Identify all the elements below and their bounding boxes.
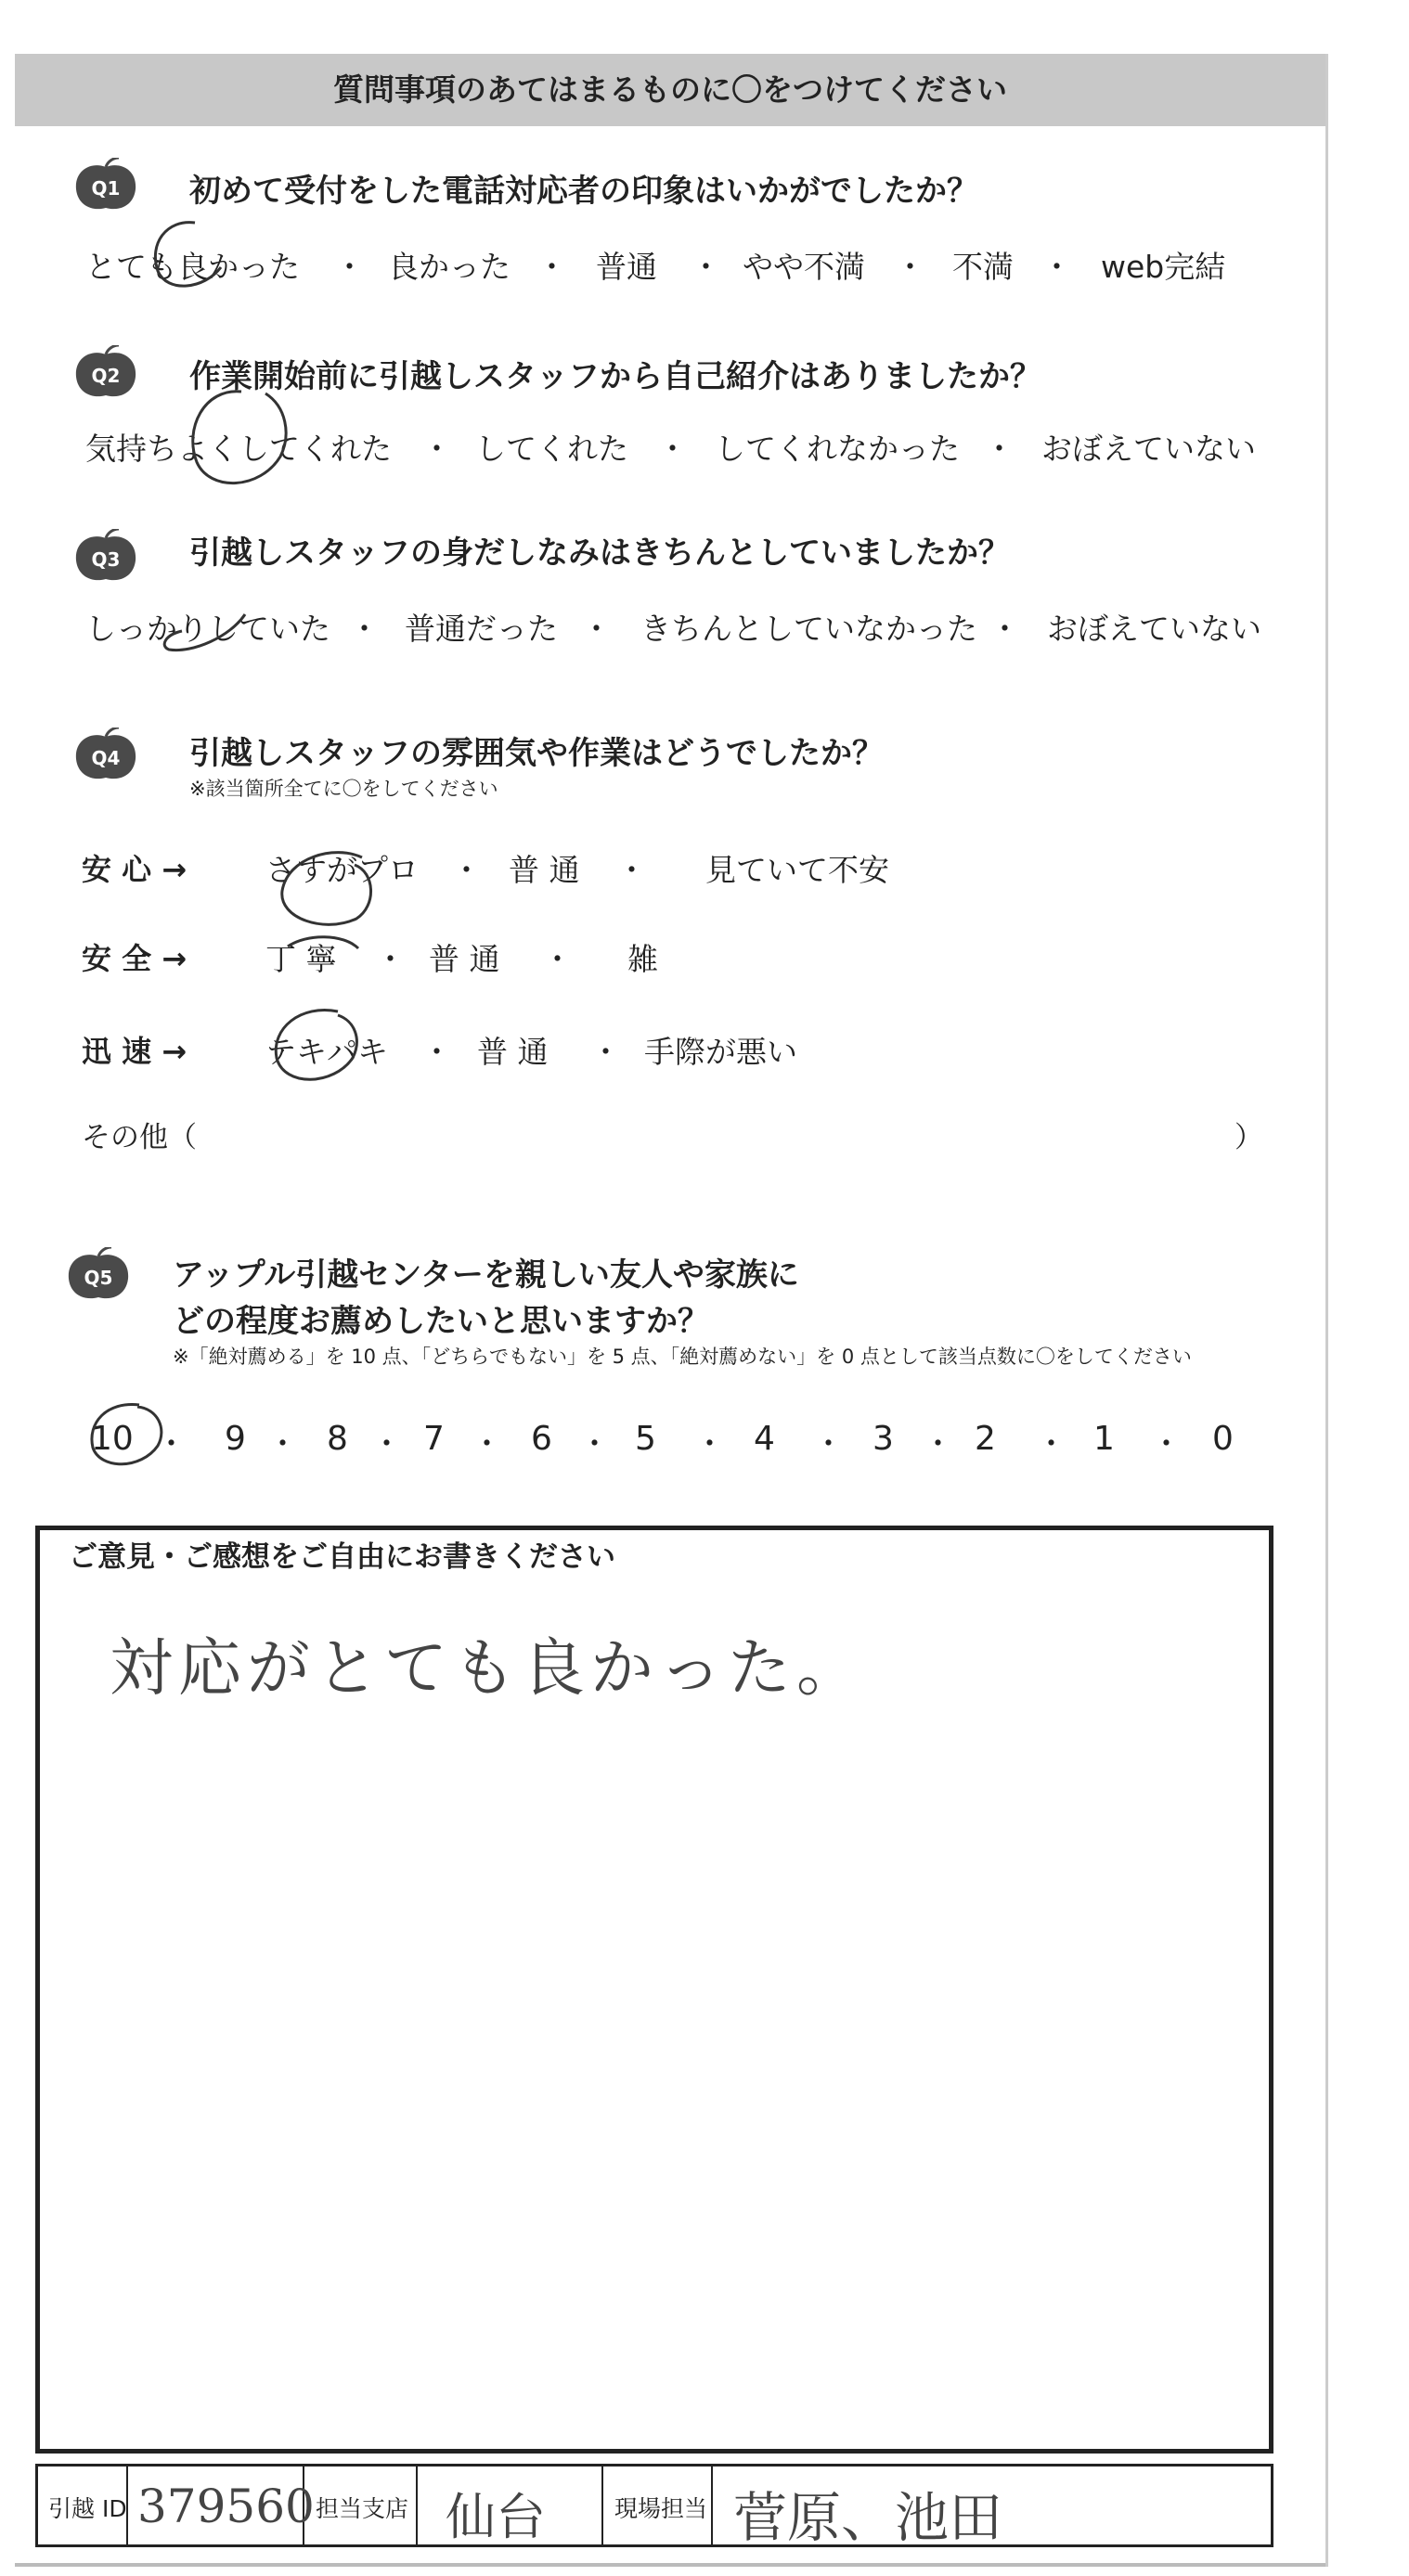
comment-handwritten-text: 対応がとても良かった。 [110,1632,866,1706]
q4-label-jinsoku: 迅 速 → [82,1034,187,1069]
q4-anshin-option-pro[interactable]: さすがプロ [265,852,419,888]
q4-anzen-option-sloppy[interactable]: 雑 [627,941,658,977]
q5-note: ※「絶対薦める」を 10 点、「どちらでもない」を 5 点、「絶対薦めない」を 0 点として該当点数に〇をしてください [173,1346,1192,1368]
q4-label-anzen: 安 全 → [82,941,187,976]
q5-score-2[interactable]: 2 [975,1420,996,1458]
q4-hand-circle-mark-jinsoku [264,1002,366,1095]
q3-badge-label: Q3 [91,548,121,571]
q4-other-label: その他（ [82,1121,197,1154]
q4-note: ※該当箇所全てに〇をしてください [189,778,498,800]
q3-option-dont-remember[interactable]: おぼえていない [1047,611,1261,647]
q4-anshin-option-normal[interactable]: 普 通 [509,852,580,888]
q1-option-unsatisfied[interactable]: 不満 [952,249,1014,285]
q4-hand-circle-mark-anshin-anzen [269,844,390,984]
q5-score-8[interactable]: 8 [327,1420,348,1458]
q2-option-did-not[interactable]: してくれなかった [715,431,960,467]
q2-question: 作業開始前に引越しスタッフから自己紹介はありましたか？ [189,358,1041,395]
q1-question: 初めて受付をした電話対応者の印象はいかがでしたか？ [189,173,978,210]
q5-score-6[interactable]: 6 [531,1420,552,1458]
footer-staff-label: 現場担当 [614,2495,708,2522]
q1-badge-icon [72,158,139,213]
q5-score-0[interactable]: 0 [1212,1420,1234,1458]
footer-branch-label: 担当支店 [316,2495,409,2522]
q4-question: 引越しスタッフの雰囲気や作業はどうでしたか？ [189,735,884,772]
q4-other-close: ） [1234,1121,1263,1154]
q5-score-10[interactable]: 10 [91,1420,134,1458]
q4-anzen-option-careful[interactable]: 丁 寧 [265,941,337,977]
q2-badge-icon [72,345,139,401]
q3-option-neat[interactable]: しっかりしていた [85,611,330,647]
q5-question-line2: どの程度お薦めしたいと思いますか？ [173,1303,709,1340]
footer-staff-value: 菅原、池田 [733,2486,1003,2549]
q5-score-1[interactable]: 1 [1093,1420,1115,1458]
q5-badge-icon [65,1247,132,1303]
q4-badge-icon [72,728,139,783]
page-right-border [1325,54,1328,2567]
q3-hand-circle-mark [156,609,258,664]
q2-option-did[interactable]: してくれた [475,431,628,467]
q1-hand-circle-mark [139,215,232,299]
q4-anshin-option-uneasy[interactable]: 見ていて不安 [705,852,889,888]
q4-anzen-option-normal[interactable]: 普 通 [429,941,500,977]
q5-score-9[interactable]: 9 [225,1420,246,1458]
q4-label-anshin: 安 心 → [82,852,187,887]
q2-option-pleasant[interactable]: 気持ちよくしてくれた [85,431,392,467]
q2-hand-circle-mark [176,382,297,499]
q5-question-line1: アップル引越センターを親しい友人や家族に [173,1256,799,1294]
footer-branch-value: 仙台 [446,2488,546,2546]
q1-option-good[interactable]: 良かった [388,249,511,285]
q3-badge-icon [72,529,139,585]
footer-id-label: 引越 ID [48,2495,127,2522]
q3-option-normal[interactable]: 普通だった [405,611,558,647]
footer-id-value: 379560 [137,2479,315,2533]
page-title: 質問事項のあてはまるものに〇をつけてください [333,71,1007,108]
q3-option-not-neat[interactable]: きちんとしていなかった [640,611,977,647]
q5-score-5[interactable]: 5 [635,1420,656,1458]
page-bottom-border [15,2563,1325,2567]
q4-jinsoku-option-quick[interactable]: テキパキ [265,1034,388,1070]
q1-option-very-good[interactable]: とても良かった [85,249,300,285]
q1-option-normal[interactable]: 普通 [596,249,657,285]
q5-score-4[interactable]: 4 [754,1420,775,1458]
q5-badge-label: Q5 [84,1267,113,1289]
q1-option-slightly-unsatisfied[interactable]: やや不満 [743,249,865,285]
q5-score-7[interactable]: 7 [423,1420,445,1458]
comment-label: ご意見・ご感想をご自由にお書きください [69,1540,615,1574]
q3-question: 引越しスタッフの身だしなみはきちんとしていましたか？ [189,535,1010,572]
q1-option-web[interactable]: web完結 [1101,249,1226,285]
q5-hand-circle-mark [84,1399,167,1474]
q4-other-input[interactable] [213,1114,1225,1151]
q4-jinsoku-option-normal[interactable]: 普 通 [477,1034,549,1070]
q5-score-3[interactable]: 3 [873,1420,894,1458]
q2-option-dont-remember[interactable]: おぼえていない [1041,431,1256,467]
q4-badge-label: Q4 [91,747,121,769]
q1-badge-label: Q1 [91,177,121,200]
q4-jinsoku-option-clumsy[interactable]: 手際が悪い [644,1034,797,1070]
q2-badge-label: Q2 [91,365,121,387]
